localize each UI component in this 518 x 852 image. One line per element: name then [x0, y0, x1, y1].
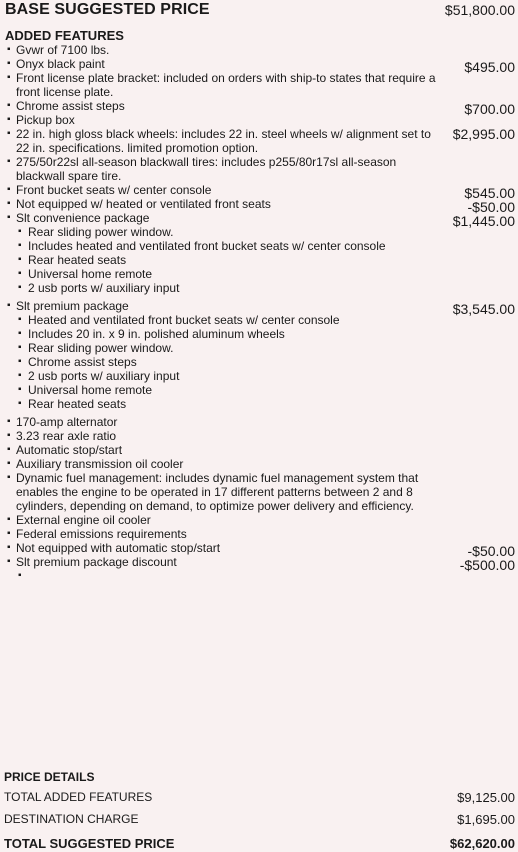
bullet-icon: ▪ — [7, 458, 11, 469]
feature-item — [7, 211, 515, 229]
bullet-icon: ▪ — [7, 72, 11, 83]
bullet-icon: ▪ — [18, 226, 22, 237]
bullet-icon: ▪ — [18, 398, 22, 409]
bullet-icon: ▪ — [7, 198, 11, 209]
feature-item — [7, 43, 515, 57]
sub-feature-item — [7, 327, 515, 341]
bullet-icon: ▪ — [7, 528, 11, 539]
sub-feature-item — [7, 341, 515, 355]
sub-feature-item — [7, 225, 515, 239]
bullet-icon: ▪ — [18, 314, 22, 325]
feature-item — [7, 71, 515, 99]
sub-feature-item — [7, 369, 515, 383]
sub-feature-text: Rear sliding power window. — [28, 341, 174, 355]
destination-charge-value: $1,695.00 — [457, 812, 515, 827]
sub-feature-item — [7, 253, 515, 267]
bullet-icon: ▪ — [18, 268, 22, 279]
feature-text: 170-amp alternator — [16, 415, 118, 429]
sub-feature-item — [7, 383, 515, 397]
sub-feature-text: Heated and ventilated front bucket seats w/ center console — [28, 313, 340, 327]
sub-feature-item — [7, 355, 515, 369]
feature-price: $545.00 — [464, 185, 515, 201]
feature-item — [7, 155, 515, 183]
bullet-icon: ▪ — [7, 156, 11, 167]
feature-text: Federal emissions requirements — [16, 527, 187, 541]
total-added-features-row — [4, 790, 515, 806]
feature-text: Slt premium package — [16, 299, 129, 313]
sub-feature-text: 2 usb ports w/ auxiliary input — [28, 281, 180, 295]
bullet-icon: ▪ — [18, 328, 22, 339]
bullet-icon: ▪ — [7, 300, 11, 311]
spacer — [7, 583, 515, 587]
feature-item — [7, 471, 515, 513]
destination-charge-label: DESTINATION CHARGE — [4, 812, 139, 826]
sub-feature-item — [7, 281, 515, 295]
total-suggested-price-label: TOTAL SUGGESTED PRICE — [4, 836, 175, 851]
bullet-icon: ▪ — [18, 240, 22, 251]
feature-text: Not equipped with automatic stop/start — [16, 541, 221, 555]
bullet-icon: ▪ — [18, 342, 22, 353]
feature-price: -$50.00 — [467, 199, 515, 215]
feature-item — [7, 555, 515, 573]
sub-feature-text: Universal home remote — [28, 383, 153, 397]
feature-item — [7, 443, 515, 457]
feature-item — [7, 429, 515, 443]
bullet-icon: ▪ — [7, 114, 11, 125]
total-added-features-value: $9,125.00 — [457, 790, 515, 805]
feature-price: $1,445.00 — [452, 213, 515, 229]
feature-price: $495.00 — [464, 59, 515, 75]
bullet-icon: ▪ — [7, 430, 11, 441]
feature-text: Slt premium package discount — [16, 555, 177, 569]
feature-text: Automatic stop/start — [16, 443, 123, 457]
feature-text: Dynamic fuel management: includes dynamic fuel management system that enables the engine to be operated in 17 different patterns between 2 and 8 cylinders, depending on demand, to optimize power delivery and efficiency. — [16, 471, 419, 513]
feature-text: Pickup box — [16, 113, 75, 127]
bullet-icon: ▪ — [7, 472, 11, 483]
bullet-icon: ▪ — [18, 570, 22, 581]
feature-item — [7, 183, 515, 201]
feature-item — [7, 541, 515, 559]
feature-text: Auxiliary transmission oil cooler — [16, 457, 184, 471]
bullet-icon: ▪ — [7, 212, 11, 223]
sub-feature-text: Includes 20 in. x 9 in. polished aluminum wheels — [28, 327, 285, 341]
bullet-icon: ▪ — [7, 514, 11, 525]
feature-item — [7, 57, 515, 75]
sub-feature-text: Chrome assist steps — [28, 355, 137, 369]
bullet-icon: ▪ — [7, 542, 11, 553]
feature-text: External engine oil cooler — [16, 513, 151, 527]
sub-feature-item — [7, 313, 515, 327]
price-details-heading: PRICE DETAILS — [4, 770, 95, 784]
bullet-icon: ▪ — [18, 254, 22, 265]
sub-feature-item — [7, 267, 515, 281]
bullet-icon: ▪ — [18, 282, 22, 293]
feature-text: Chrome assist steps — [16, 99, 125, 113]
bullet-icon: ▪ — [7, 184, 11, 195]
bullet-icon: ▪ — [7, 556, 11, 567]
feature-price: -$500.00 — [459, 557, 515, 573]
sub-feature-text: Includes heated and ventilated front bucket seats w/ center console — [28, 239, 386, 253]
feature-price: -$50.00 — [467, 543, 515, 559]
sub-feature-text: Rear heated seats — [28, 253, 127, 267]
feature-item — [7, 513, 515, 527]
bullet-icon: ▪ — [7, 128, 11, 139]
added-features-heading: ADDED FEATURES — [5, 28, 124, 43]
feature-item — [7, 457, 515, 471]
feature-price: $2,995.00 — [452, 126, 515, 142]
sub-feature-text: Rear sliding power window. — [28, 225, 174, 239]
total-suggested-price-value: $62,620.00 — [449, 836, 515, 851]
bullet-icon: ▪ — [7, 100, 11, 111]
feature-item — [7, 113, 515, 127]
feature-item — [7, 99, 515, 117]
sub-feature-text: 2 usb ports w/ auxiliary input — [28, 369, 180, 383]
destination-charge-row — [4, 812, 515, 828]
feature-price: $3,545.00 — [452, 301, 515, 317]
feature-item — [7, 299, 515, 317]
base-price-row — [5, 1, 515, 21]
sub-feature-item — [7, 239, 515, 253]
feature-price: $700.00 — [464, 101, 515, 117]
bullet-icon: ▪ — [7, 444, 11, 455]
sub-feature-text — [28, 569, 31, 583]
base-price-label: BASE SUGGESTED PRICE — [5, 1, 210, 18]
feature-list — [7, 43, 515, 587]
feature-text: 275/50r22sl all-season blackwall tires: includes p255/80r17sl all-season blackwall spare tire. — [16, 155, 397, 183]
feature-text: Front license plate bracket: included on orders with ship-to states that require a front license plate. — [16, 71, 436, 99]
feature-text: Gvwr of 7100 lbs. — [16, 43, 110, 57]
bullet-icon: ▪ — [7, 416, 11, 427]
sub-feature-item — [7, 569, 515, 583]
feature-text: Slt convenience package — [16, 211, 150, 225]
bullet-icon: ▪ — [18, 356, 22, 367]
feature-text: 22 in. high gloss black wheels: includes 22 in. steel wheels w/ alignment set to 22 in. specifications. limited promotion option. — [16, 127, 431, 155]
total-added-features-label: TOTAL ADDED FEATURES — [4, 790, 153, 804]
bullet-icon: ▪ — [7, 44, 11, 55]
feature-text: Not equipped w/ heated or ventilated front seats — [16, 197, 271, 211]
bullet-icon: ▪ — [18, 370, 22, 381]
feature-item — [7, 527, 515, 541]
feature-item — [7, 197, 515, 215]
bullet-icon: ▪ — [7, 58, 11, 69]
feature-text: Front bucket seats w/ center console — [16, 183, 212, 197]
sub-feature-item — [7, 397, 515, 411]
feature-text: Onyx black paint — [16, 57, 105, 71]
sub-feature-text: Universal home remote — [28, 267, 153, 281]
base-price-value: $51,800.00 — [444, 2, 515, 18]
feature-text: 3.23 rear axle ratio — [16, 429, 117, 443]
feature-item — [7, 127, 515, 155]
bullet-icon: ▪ — [18, 384, 22, 395]
feature-item — [7, 415, 515, 429]
sub-feature-text: Rear heated seats — [28, 397, 127, 411]
